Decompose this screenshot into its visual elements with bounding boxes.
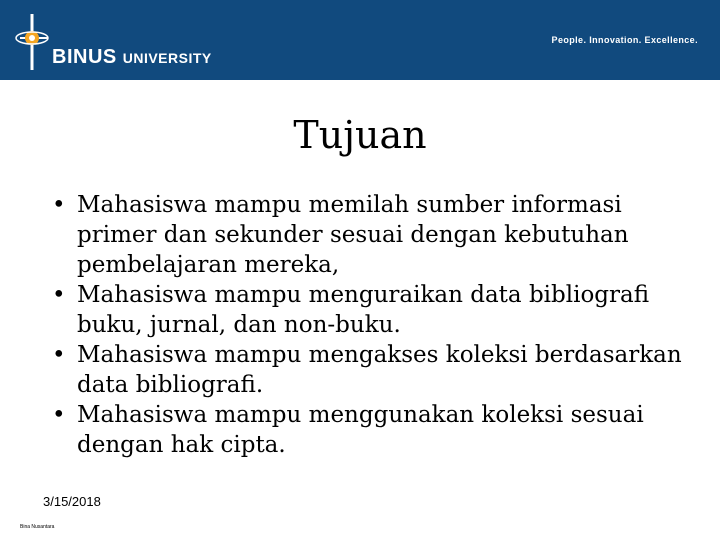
brand-suffix: UNIVERSITY [122,50,212,66]
slide-title-text: Tujuan [293,113,427,157]
tagline: People. Innovation. Excellence. [551,35,698,45]
bullet-item: • Mahasiswa mampu memilah sumber informasi primer dan sekunder sesuai dengan kebutuhan pembelajaran mereka, [46,190,694,280]
slide-title [0,113,720,157]
bullet-list [46,190,694,460]
slide-date: 3/15/2018 [43,494,101,509]
slide-author: Bina Nusantara [20,524,55,530]
bullet-item: • Mahasiswa mampu menggunakan koleksi sesuai dengan hak cipta. [46,400,694,460]
bullet-item: • Mahasiswa mampu mengakses koleksi berdasarkan data bibliografi. [46,340,694,400]
header-banner [0,0,720,80]
brand-name: BINUS [52,46,117,68]
bullet-item: • Mahasiswa mampu menguraikan data bibliografi buku, jurnal, dan non-buku. [46,280,694,340]
brand-wordmark [52,46,212,69]
